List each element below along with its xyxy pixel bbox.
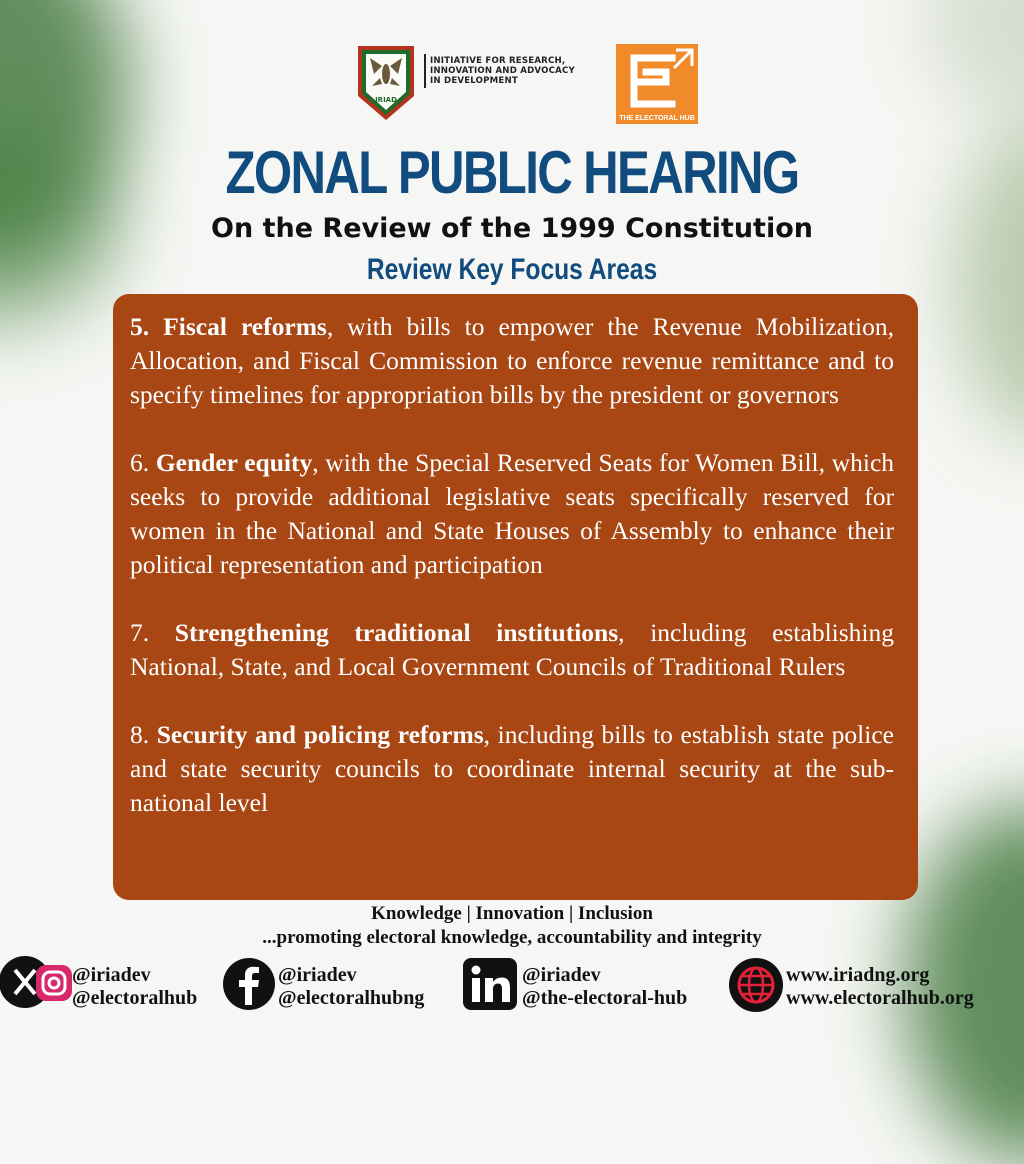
focus-item-title: 5. Fiscal reforms: [130, 312, 327, 341]
handle-line: @iriadev: [278, 964, 357, 986]
focus-item: 8. Security and policing reforms, including bills to establish state police and state security councils to coordinate internal security at the sub-national level: [130, 720, 894, 817]
focus-areas-panel: [113, 294, 918, 900]
focus-item-title: Strengthening traditional institutions: [174, 618, 619, 647]
focus-item-text: , including establishing National, State, and Local Government Councils of Traditional Rulers: [130, 618, 895, 681]
focus-item: 6. Gender equity, with the Special Reserved Seats for Women Bill, which seeks to provide additional legislative seats specifically reserved for women in the National and State Houses of Assembly to enhance their political representation and participation: [130, 448, 895, 579]
handle-line: @electoralhub: [72, 987, 198, 1009]
focus-item-text: , with the Special Reserved Seats for Women Bill, which seeks to provide additional legislative seats specifically reserved for women in the National and State Houses of Assembly to enhance their political representation and participation: [130, 448, 895, 579]
website-line: www.electoralhub.org: [786, 987, 974, 1009]
org-name-line: INNOVATION AND ADVOCACY: [430, 66, 575, 76]
iriad-acronym: IRIAD: [375, 96, 397, 104]
handle-line: @the-electoral-hub: [522, 987, 688, 1009]
social-website[interactable]: [728, 955, 1022, 1015]
iriad-org-name: [430, 56, 610, 86]
decor-blob: [954, 120, 1024, 440]
focus-item: 7. Strengthening traditional institutions, including establishing National, State, and Local Government Councils of Traditional Rulers: [130, 618, 895, 681]
electoral-hub-logo: [616, 44, 698, 124]
social-x-instagram[interactable]: [0, 955, 230, 1015]
tagline: Knowledge | Innovation | Inclusion: [371, 903, 653, 924]
decor-blob: [924, 0, 1024, 120]
focus-item-text: , including bills to establish state police and state security councils to coordinate internal security at the sub-national level: [130, 720, 894, 817]
logo-divider: [424, 54, 426, 88]
motto: ...promoting electoral knowledge, accountability and integrity: [262, 927, 762, 948]
facebook-icon: [222, 957, 276, 1011]
page-title: ZONAL PUBLIC HEARING: [225, 139, 799, 206]
org-name-line: IN DEVELOPMENT: [430, 76, 518, 86]
iriad-logo: [356, 44, 416, 122]
page-subtitle: On the Review of the 1999 Constitution: [211, 213, 813, 244]
focus-item: [130, 310, 894, 412]
handle-line: @electoralhubng: [278, 987, 425, 1009]
linkedin-icon: [462, 957, 518, 1011]
electoral-hub-icon: [616, 44, 698, 124]
globe-icon: [728, 957, 784, 1013]
instagram-icon: [34, 963, 74, 1003]
website-line: www.iriadng.org: [786, 964, 930, 986]
handle-line: @iriadev: [522, 964, 601, 986]
focus-item-title: Gender equity: [155, 448, 313, 477]
section-heading: Review Key Focus Areas: [366, 253, 658, 286]
focus-item-text: , with bills to empower the Revenue Mobilization, Allocation, and Fiscal Commission to enforce revenue remittance and to specify timelines for appropriation bills by the president or governors: [130, 312, 894, 409]
org-name-line: INITIATIVE FOR RESEARCH,: [430, 56, 566, 66]
focus-item-title: Security and policing reforms: [156, 720, 484, 749]
electoral-hub-name: THE ELECTORAL HUB: [619, 115, 695, 122]
social-linkedin[interactable]: [462, 955, 722, 1015]
handle-line: @iriadev: [72, 964, 151, 986]
social-facebook[interactable]: [222, 955, 462, 1015]
header-logos: [356, 44, 706, 124]
